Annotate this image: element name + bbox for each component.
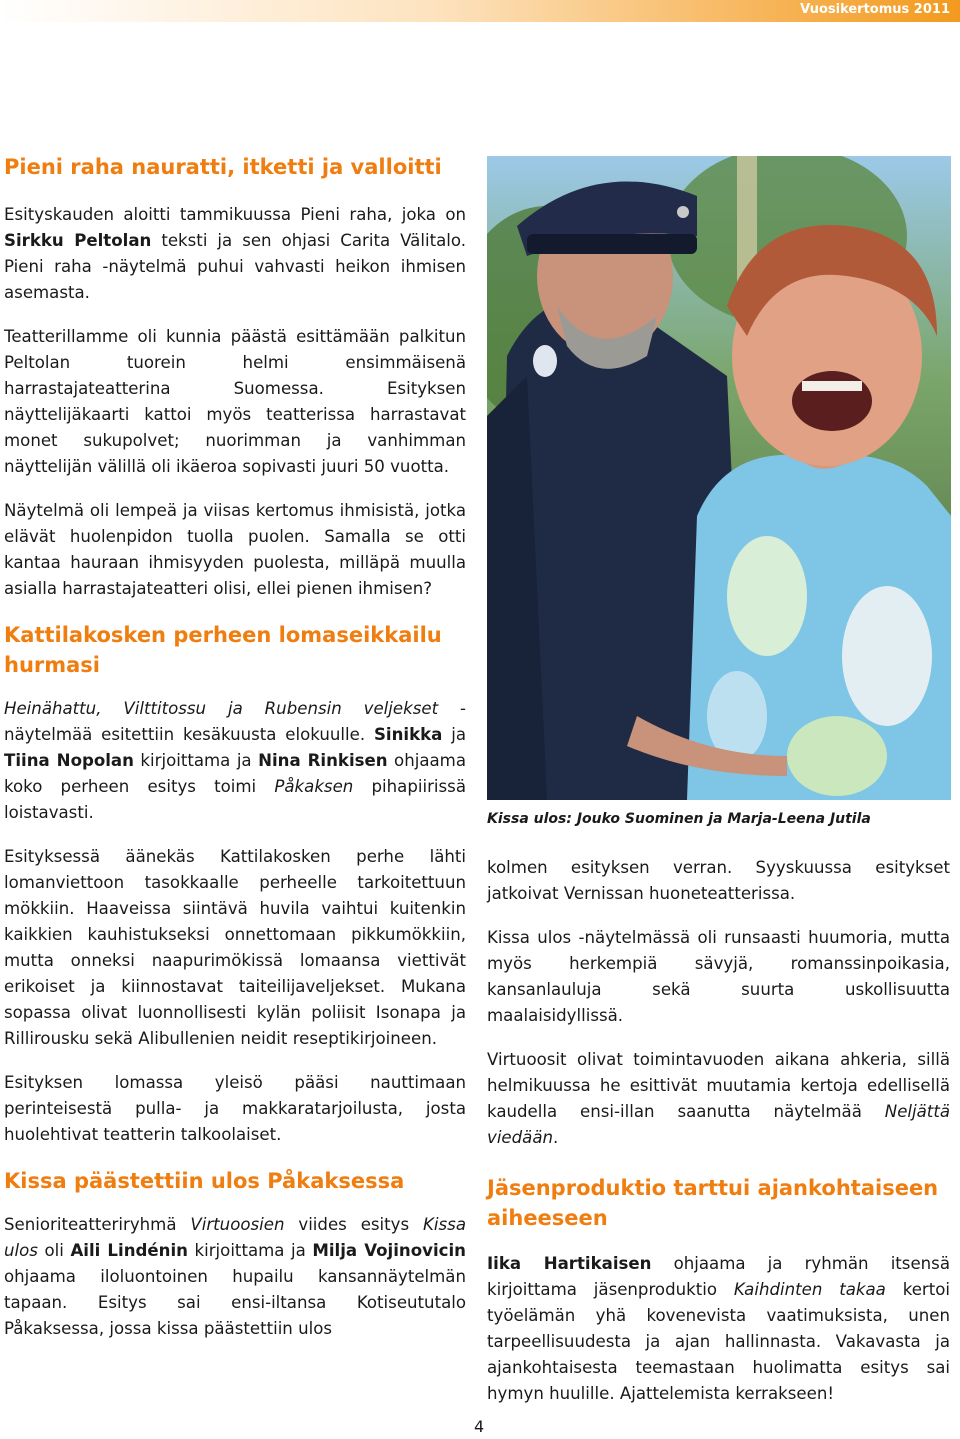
photo-caption: Kissa ulos: Jouko Suominen ja Marja-Leena Jutila bbox=[487, 811, 871, 827]
header-bar bbox=[0, 0, 960, 22]
section-heading-kissa-ulos: Kissa päästettiin ulos Påkaksessa bbox=[4, 1169, 405, 1193]
photo-illustration bbox=[487, 156, 951, 800]
paragraph: Esityskauden aloitti tammikuussa Pieni raha, joka on Sirkku Peltolan teksti ja sen ohjasi Carita Välitalo. Pieni raha -näytelmä puhui vahvasti heikon ihmisen asemasta. bbox=[4, 205, 466, 302]
paragraph: Iika Hartikaisen ohjaama ja ryhmän itsensä kirjoittama jäsenproduktio Kaihdinten takaa kertoi työelämän yhä kovenevista vaatimuksista, unen tarpeellisuudesta ja ajan hallinnasta. Vakavasta ja ajankohtaisesta teemastaan huolimatta esitys sai hymyn huulille. Ajattelemista kerrakseen! bbox=[487, 1254, 951, 1403]
section-heading-jasenproduktio: Jäsenproduktio tarttui ajankohtaiseen aiheeseen bbox=[487, 1176, 939, 1230]
paragraph: Teatterillamme oli kunnia päästä esittämään palkitun Peltolan tuorein helmi ensimmäisenä harrastajateatterina Suomessa. Esityksen näyttelijäkaarti kattoi myös teatterissa harrastavat monet sukupolvet; nuorimman ja vanhimman näyttelijän välillä oli ikäeroa sopivasti juuri 50 vuotta. bbox=[4, 327, 466, 476]
running-head: Vuosikertomus 2011 bbox=[800, 2, 950, 17]
paragraph: Kissa ulos -näytelmässä oli runsaasti huumoria, mutta myös herkempiä sävyjä, romanssinpoikasia, kansanlauluja sekä suurta uskollisuutta maalaisidyllissä. bbox=[487, 928, 950, 1025]
performance-photo bbox=[487, 156, 951, 800]
paragraph: Esityksessä äänekäs Kattilakosken perhe lähti lomanviettoon tasokkaalle perheelle tarkoitettuun mökkiin. Haaveissa siintävä huvila vaihtui kuitenkin kaikkien kauhistukseksi onnettomaan pikkumökkiin, mutta onneksi naapurimökissä lomaansa viettivät erikoiset ja kiinnostavat taiteilijaveljekset. Mukana sopassa olivat luonnollisesti kylän poliisit Isonapa ja Rillirousku sekä Alibullenien neidit reseptikirjoineen. bbox=[4, 847, 466, 1048]
paragraph: Senioriteatteriryhmä Virtuoosien viides esitys Kissa ulos oli Aili Lindénin kirjoittama ja Milja Vojinovicin ohjaama iloluontoinen hupailu kansannäytelmän tapaan. Esitys sai ensi-iltansa Kotiseututalo Påkaksessa, jossa kissa päästettiin ulos bbox=[4, 1215, 466, 1338]
section-heading-pieni-raha: Pieni raha nauratti, itketti ja valloitti bbox=[4, 155, 442, 179]
section-heading-kattilakoski: Kattilakosken perheen lomaseikkailu hurmasi bbox=[4, 623, 442, 677]
paragraph: Näytelmä oli lempeä ja viisas kertomus ihmisistä, jotka elävät huolenpidon tuolla puolen. Samalla se otti kantaa hauraan ihmisyyden puolesta, milläpä muulla asialla harrastajateatteri olisi, ellei pienen ihmisen? bbox=[4, 501, 466, 598]
paragraph: Esityksen lomassa yleisö pääsi nauttimaan perinteisestä pulla- ja makkaratarjoilusta, josta huolehtivat teatterin talkoolaiset. bbox=[4, 1073, 466, 1144]
right-column bbox=[487, 855, 950, 1407]
left-column bbox=[4, 152, 466, 1342]
page-number: 4 bbox=[474, 1417, 485, 1436]
paragraph: kolmen esityksen verran. Syyskuussa esitykset jatkoivat Vernissan huoneteatterissa. bbox=[487, 858, 950, 903]
paragraph: Virtuoosit olivat toimintavuoden aikana ahkeria, sillä helmikuussa he esittivät muutamia kertoja edellisellä kaudella ensi-illan saanutta näytelmää Neljättä viedään. bbox=[487, 1050, 950, 1147]
paragraph: Heinähattu, Vilttitossu ja Rubensin veljekset -näytelmää esitettiin kesäkuusta elokuulle. Sinikka ja Tiina Nopolan kirjoittama ja Nina Rinkisen ohjaama koko perheen esitys toimi Påkaksen pihapiirissä loistavasti. bbox=[4, 699, 467, 822]
